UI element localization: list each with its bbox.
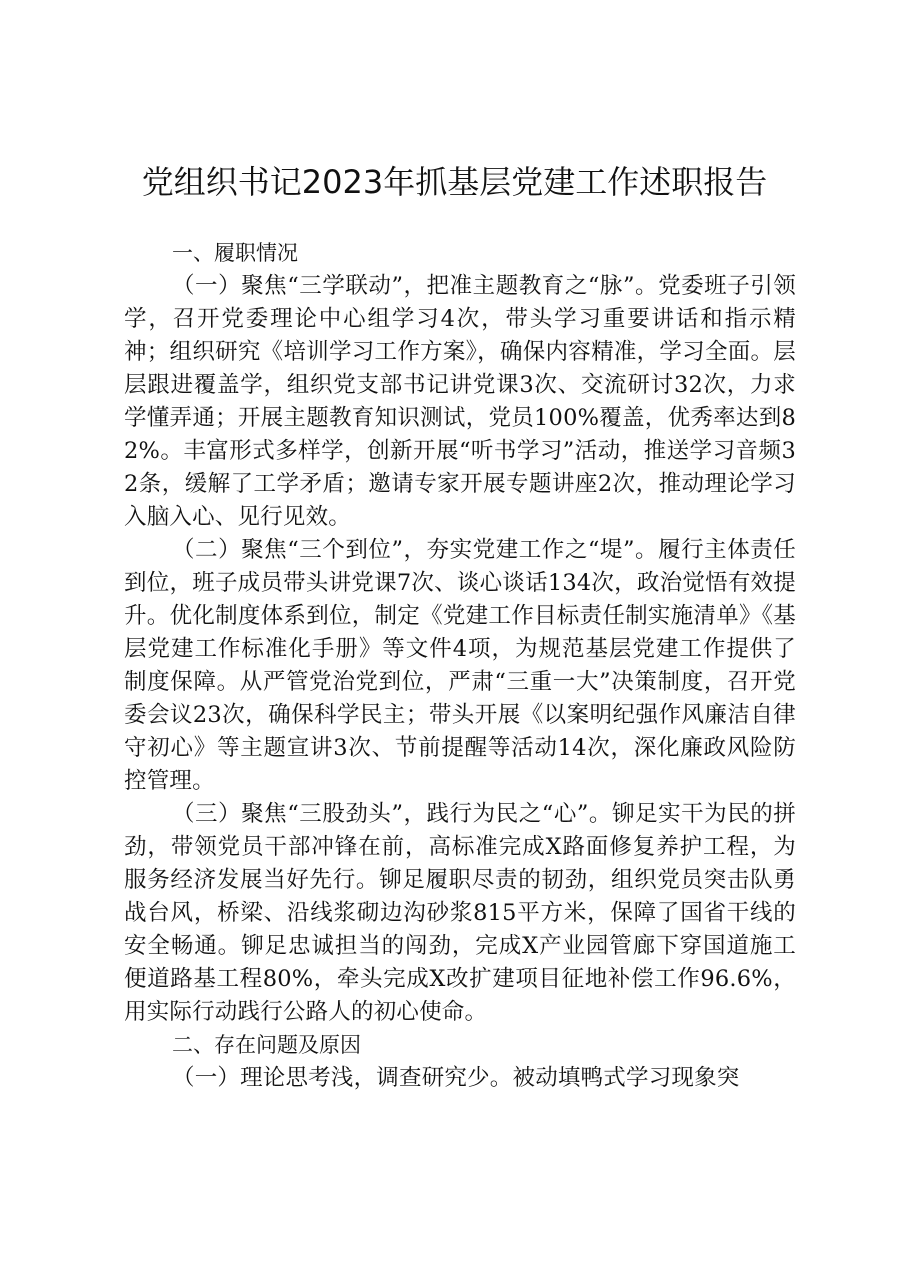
section-heading-problems: 二、存在问题及原因 [172, 1033, 361, 1057]
paragraph-study: （一）聚焦“三学联动”，把准主题教育之“脉”。党委班子引领学，召开党委理论中心组学习4次，带头学习重要讲话和指示精神；组织研究《培训学习工作方案》，确保内容精准，学习全面。层层跟进覆盖学，组织党支部书记讲党课3次、交流研讨32次，力求学懂弄通；开展主题教育知识测试，党员100%覆盖，优秀率达到82%。丰富形式多样学，创新开展“听书学习”活动，推送学习音频32条，缓解了工学矛盾；邀请专家开展专题讲座2次，推动理论学习入脑入心、见行见效。 [124, 273, 796, 530]
paragraph-party-building: （二）聚焦“三个到位”，夯实党建工作之“堤”。履行主体责任到位，班子成员带头讲党课7次、谈心谈话134次，政治觉悟有效提升。优化制度体系到位，制定《党建工作目标责任制实施清单》《基层党建工作标准化手册》等文件4项，为规范基层党建工作提供了制度保障。从严管党治党到位，严肃“三重一大”决策制度，召开党委会议23次，确保科学民主；带头开展《以案明纪强作风廉洁自律守初心》等主题宣讲3次、节前提醒等活动14次，深化廉政风险防控管理。 [124, 537, 796, 794]
paragraph-theory: （一）理论思考浅，调查研究少。被动填鸭式学习现象突 [172, 1065, 740, 1091]
document-title: 党组织书记2023年抓基层党建工作述职报告 [141, 163, 768, 201]
paragraph-service: （三）聚焦“三股劲头”，践行为民之“心”。铆足实干为民的拼劲，带领党员干部冲锋在前，高标准完成X路面修复养护工程，为服务经济发展当好先行。铆足履职尽责的韧劲，组织党员突击队勇战台风，桥梁、沿线浆砌边沟砂浆815平方米，保障了国省干线的安全畅通。铆足忠诚担当的闯劲，完成X产业园管廊下穿国道施工便道路基工程80%，牵头完成X改扩建项目征地补偿工作96.6%，用实际行动践行公路人的初心使命。 [124, 801, 796, 1025]
section-heading-performance: 一、履职情况 [172, 241, 298, 265]
document-body [124, 237, 796, 1095]
